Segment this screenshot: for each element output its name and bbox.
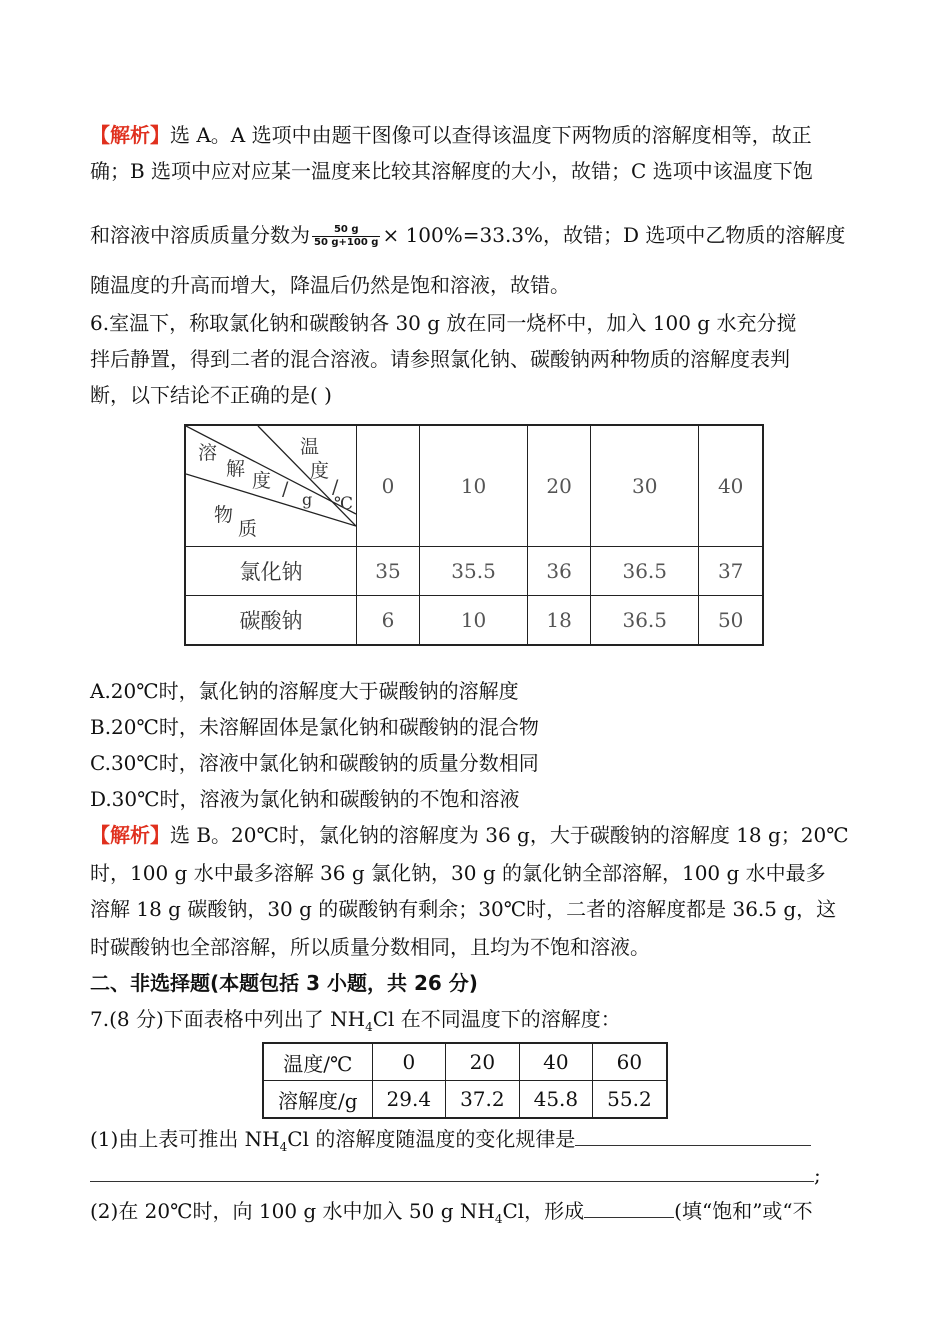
table-cell: 18 bbox=[528, 596, 591, 646]
substance-name: 碳酸钠 bbox=[185, 596, 357, 646]
temp-header: 10 bbox=[419, 425, 527, 547]
table-cell: 10 bbox=[419, 596, 527, 646]
temp-header: 40 bbox=[699, 425, 763, 547]
answer-blank[interactable] bbox=[584, 1217, 674, 1218]
table-cell: 50 bbox=[699, 596, 763, 646]
table-cell: 20 bbox=[446, 1043, 520, 1081]
nh4cl-table bbox=[262, 1042, 668, 1119]
table-cell: 36.5 bbox=[591, 547, 699, 596]
table-cell: 55.2 bbox=[593, 1081, 667, 1119]
analysis-tag: 【解析】 bbox=[90, 823, 170, 847]
table-cell: 36 bbox=[528, 547, 591, 596]
analysis-tag: 【解析】 bbox=[90, 123, 170, 147]
table-row bbox=[263, 1081, 667, 1119]
q7-part2: (2)在 20℃时，向 100 g 水中加入 50 g $NH_4Cl$，形成 (填“饱和”或“不 bbox=[90, 1199, 813, 1226]
table-cell: 6 bbox=[357, 596, 420, 646]
q7-part1: (1)由上表可推出 $NH_4Cl$ 的溶解度随温度的变化规律是 bbox=[90, 1124, 811, 1162]
table-row bbox=[263, 1043, 667, 1081]
section-heading: 二、非选择题(本题包括 3 小题，共 26 分) bbox=[90, 971, 478, 995]
table-cell: 0 bbox=[372, 1043, 446, 1081]
analysis2-line3: 溶解 18 g 碳酸钠，30 g 的碳酸钠有剩余；30℃时，二者的溶解度都是 36.5 g，这 bbox=[90, 897, 837, 921]
table-cell: 45.8 bbox=[519, 1081, 593, 1119]
q7-part1-cont: ; bbox=[90, 1160, 821, 1190]
solubility-table bbox=[184, 424, 764, 646]
table-row bbox=[185, 547, 763, 596]
option-b: B.20℃时，未溶解固体是氯化钠和碳酸钠的混合物 bbox=[90, 715, 539, 739]
q6-line1: 6.室温下，称取氯化钠和碳酸钠各 30 g 放在同一烧杯中，加入 100 g 水充分搅 bbox=[90, 311, 797, 335]
option-d: D.30℃时，溶液为氯化钠和碳酸钠的不饱和溶液 bbox=[90, 787, 520, 811]
table-cell: 37 bbox=[699, 547, 763, 596]
table-row bbox=[185, 425, 763, 547]
table-header: 温度/℃ bbox=[263, 1043, 372, 1081]
table-cell: 36.5 bbox=[591, 596, 699, 646]
table-cell: 35 bbox=[357, 547, 420, 596]
temp-header: 0 bbox=[357, 425, 420, 547]
analysis1-line1: 【解析】选 A。A 选项中由题干图像可以查得该温度下两物质的溶解度相等，故正 bbox=[90, 123, 812, 147]
table-header: 溶解度/g bbox=[263, 1081, 372, 1119]
temp-header: 20 bbox=[528, 425, 591, 547]
q7-intro: 7.(8 分)下面表格中列出了 $NH_4Cl$ 在不同温度下的溶解度： bbox=[90, 1007, 621, 1034]
table-cell: 40 bbox=[519, 1043, 593, 1081]
analysis1-line4: 随温度的升高而增大，降温后仍然是饱和溶液，故错。 bbox=[90, 273, 570, 297]
analysis2-line2: 时，100 g 水中最多溶解 36 g 氯化钠，30 g 的氯化钠全部溶解，100 g 水中最多 bbox=[90, 861, 826, 885]
option-a: A.20℃时，氯化钠的溶解度大于碳酸钠的溶解度 bbox=[90, 679, 519, 703]
table-cell: 37.2 bbox=[446, 1081, 520, 1119]
q6-line2: 拌后静置，得到二者的混合溶液。请参照氯化钠、碳酸钠两种物质的溶解度表判 bbox=[90, 347, 790, 371]
table-cell: 29.4 bbox=[372, 1081, 446, 1119]
table-row bbox=[185, 596, 763, 646]
answer-blank[interactable] bbox=[90, 1181, 814, 1182]
q6-line3: 断，以下结论不正确的是( ) bbox=[90, 383, 332, 407]
analysis2-line4: 时碳酸钠也全部溶解，所以质量分数相同，且均为不饱和溶液。 bbox=[90, 935, 650, 959]
answer-blank[interactable] bbox=[575, 1145, 811, 1146]
table-cell: 60 bbox=[593, 1043, 667, 1081]
fraction: $\frac{50 g}{50 g+100 g}$ bbox=[314, 224, 379, 248]
temp-header: 30 bbox=[591, 425, 699, 547]
table-cell: 35.5 bbox=[419, 547, 527, 596]
analysis1-line2: 确；B 选项中应对应某一温度来比较其溶解度的大小，故错；C 选项中该温度下饱 bbox=[90, 159, 813, 183]
analysis1-line3: 和溶液中溶质质量分数为 $\frac{50 g}{50 g+100 g}$ × 100%=33.3%，故错；D 选项中乙物质的溶解度 bbox=[90, 223, 846, 248]
option-c: C.30℃时，溶液中氯化钠和碳酸钠的质量分数相同 bbox=[90, 751, 539, 775]
substance-name: 氯化钠 bbox=[185, 547, 357, 596]
diagonal-header: 溶 解 度 / g 温 度 / ℃ 物 质 bbox=[185, 425, 357, 547]
analysis2-line1: 【解析】选 B。20℃时，氯化钠的溶解度为 36 g，大于碳酸钠的溶解度 18 g；20℃ bbox=[90, 823, 849, 847]
